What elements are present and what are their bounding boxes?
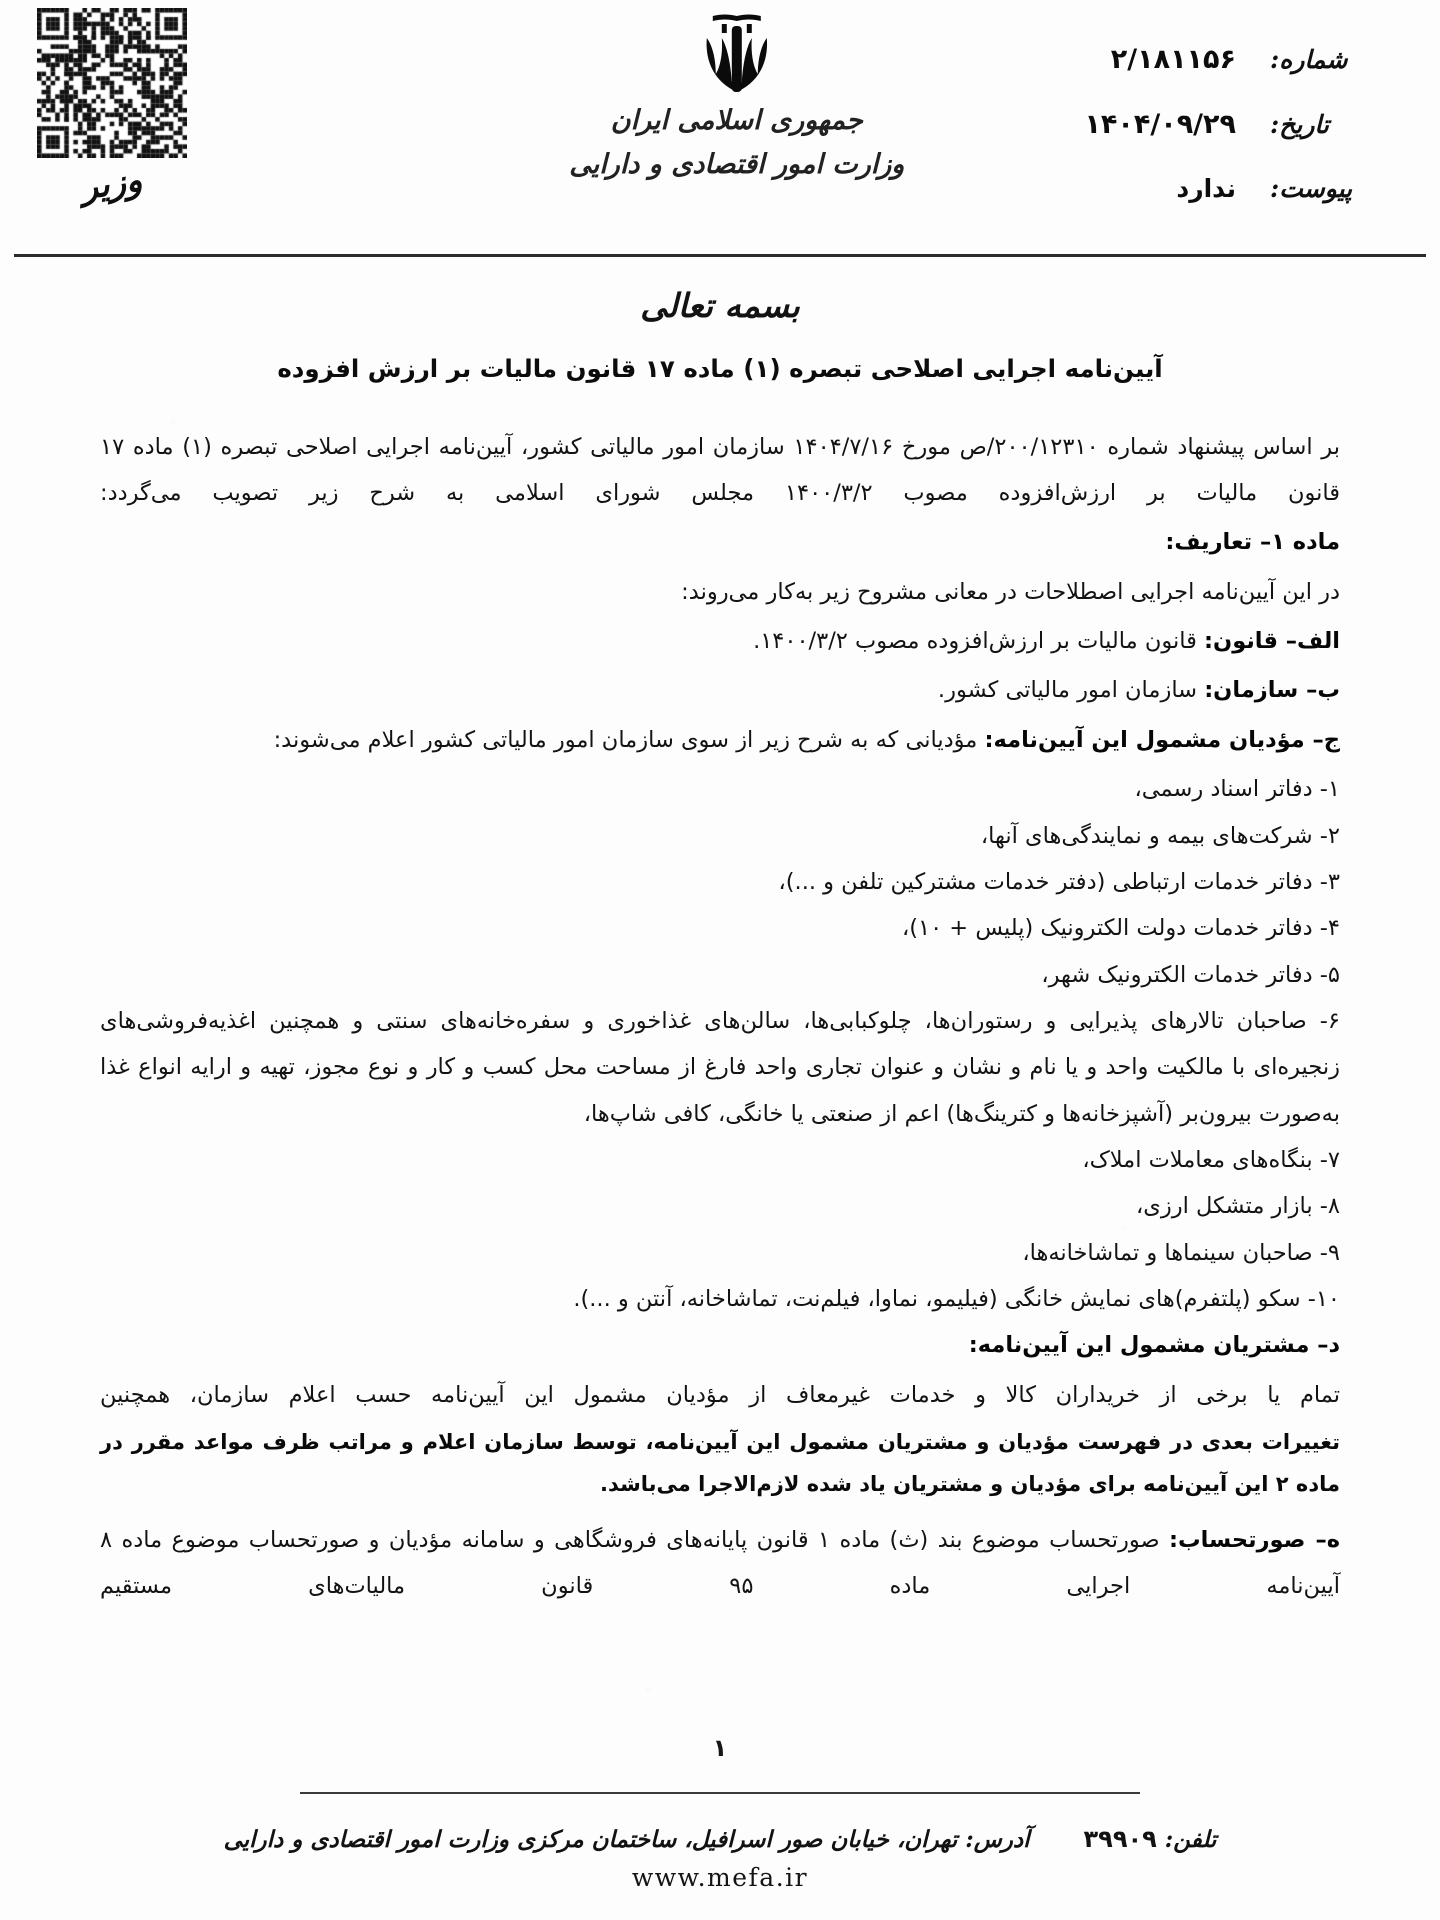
definition-c-text: مؤدیانی که به شرح زیر از سوی سازمان امور مالیاتی کشور اعلام می‌شوند: [273,726,978,753]
definition-a [100,618,1340,664]
definition-d-text: تمام یا برخی از خریداران کالا و خدمات غیرمعاف از مؤدیان مشمول این آیین‌نامه حسب اعلام سازمان، همچنین [100,1381,1340,1408]
definition-a-text: قانون مالیات بر ارزش‌افزوده مصوب ۱۴۰۰/۳/۲. [753,628,1197,655]
footer-divider [300,1792,1140,1794]
list-item: ۱۰- سکو (پلتفرم)‌های نمایش خانگی (فیلیمو، نماوا، فیلم‌نت، تماشاخانه، آنتن و ...). [573,1285,1340,1312]
definition-b-text: سازمان امور مالیاتی کشور. [937,677,1198,704]
footer [120,1825,1320,1892]
number-label: شماره: [1270,45,1348,74]
meta-row-date [1084,109,1362,140]
article-1-heading [100,519,1340,565]
header-divider [14,254,1426,257]
definition-b-label: ب– سازمان: [1204,677,1340,704]
definition-c [100,717,1340,763]
definition-d-emphasis: تغییرات بعدی در فهرست مؤدیان و مشتریان مشمول این آیین‌نامه، توسط سازمان اعلام و مراتب ظرف مواعد مقرر در ماده ۲ این آیین‌نامه برای مؤدیان و مشتریان یاد شده لازم‌الاجرا می‌باشد. [100,1429,1340,1496]
letterhead [0,0,1440,258]
footer-phone-label: تلفن: [1164,1826,1217,1853]
list-item: ۲- شرکت‌های بیمه و نمایندگی‌های آنها، [980,822,1340,849]
list-item: ۹- صاحبان سینماها و تماشاخانه‌ها، [1022,1239,1340,1266]
footer-contact-line [120,1825,1320,1853]
definition-e-label: ه– صورتحساب: [1168,1526,1340,1553]
meta-row-attachment [1084,174,1362,203]
ministry-letterhead [527,12,947,186]
attachment-label: پیوست: [1270,174,1353,203]
definition-e [100,1517,1340,1610]
article-1-label: ماده ۱– تعاریف: [1165,529,1340,556]
footer-phone [1084,1825,1217,1853]
minister-label: وزیر [78,159,146,209]
attachment-value: ندارد [1176,174,1236,203]
footer-address: آدرس: تهران، خیابان صور اسرافیل، ساختمان مرکزی وزارت امور اقتصادی و دارایی [223,1826,1030,1853]
document-body [100,276,1340,1730]
list-item: ۴- دفاتر خدمات دولت الکترونیک (پلیس + ۱۰)، [901,915,1340,942]
list-item: ۸- بازار متشکل ارزی، [1135,1193,1340,1220]
list-item: ۳- دفاتر خدمات ارتباطی (دفتر خدمات مشترکین تلفن و ...)، [778,868,1340,895]
definition-b [100,667,1340,713]
list-item: ۷- بنگاه‌های معاملات املاک، [1082,1146,1340,1173]
qr-block [18,8,206,209]
qr-code[interactable] [37,8,187,158]
definition-e-text: صورتحساب موضوع بند (ث) ماده ۱ قانون پایانه‌های فروشگاهی و سامانه مؤدیان و صورتحساب موضوع ماده ۸ آیین‌نامه اجرایی ماده ۹۵ قانون مالیات‌های مستقیم [100,1526,1340,1600]
basmalah: بسمه تعالی [640,286,800,325]
definition-d-heading [100,1322,1340,1368]
country-name: جمهوری اسلامی ایران [610,105,863,136]
footer-website[interactable]: www.mefa.ir [631,1863,809,1892]
definition-c-label: ج– مؤدیان مشمول این آیین‌نامه: [984,726,1340,753]
document-meta [1084,44,1362,237]
article-1-text: در این آیین‌نامه اجرایی اصطلاحات در معانی مشروح زیر به‌کار می‌روند: [681,578,1340,605]
meta-row-number [1084,44,1362,75]
list-item: ۵- دفاتر خدمات الکترونیک شهر، [1041,961,1340,988]
page-title: آیین‌نامه اجرایی اصلاحی تبصره (۱) ماده ۱۷ قانون مالیات بر ارزش افزوده [277,354,1163,383]
date-label: تاریخ: [1270,110,1329,139]
list-item: ۶- صاحبان تالارهای پذیرایی و رستوران‌ها، چلوکبابی‌ها، سالن‌های غذاخوری و سفره‌خانه‌های سنتی و همچنین اغذیه‌فروشی‌های زنجیره‌ای با مالکیت واحد و یا نام و نشان و عنوان تجاری واحد فارغ از مساحت محل کسب و کار و نوع مجوز، تهیه و ارایه انواع غذا به‌صورت بیرون‌بر (آشپزخانه‌ها و کترینگ‌ها) اعم از صنعتی یا خانگی، کافی شاپ‌ها، [100,1007,1340,1127]
definition-d-label: د– مشتریان مشمول این آیین‌نامه: [968,1332,1340,1359]
footer-phone-value: ۳۹۹۰۹ [1083,1825,1157,1853]
list-item: ۱- دفاتر اسناد رسمی، [1134,776,1340,803]
page-number: ۱ [712,1734,728,1762]
number-value: ۲/۱۸۱۱۵۶ [1110,44,1236,75]
definition-a-label: الف– قانون: [1204,628,1340,655]
iran-emblem-icon [683,12,791,96]
ministry-name: وزارت امور اقتصادی و دارایی [569,148,905,180]
intro-paragraph: بر اساس پیشنهاد شماره ۲۰۰/۱۲۳۱۰/ص مورخ ۱۴۰۴/۷/۱۶ سازمان امور مالیاتی کشور، آیین‌نامه اجرایی اصلاحی تبصره (۱) ماده ۱۷ قانون مالیات بر ارزش‌افزوده مصوب ۱۴۰۰/۳/۲ مجلس شورای اسلامی به شرح زیر تصویب می‌گردد: [100,433,1340,507]
date-value: ۱۴۰۴/۰۹/۲۹ [1084,109,1236,140]
